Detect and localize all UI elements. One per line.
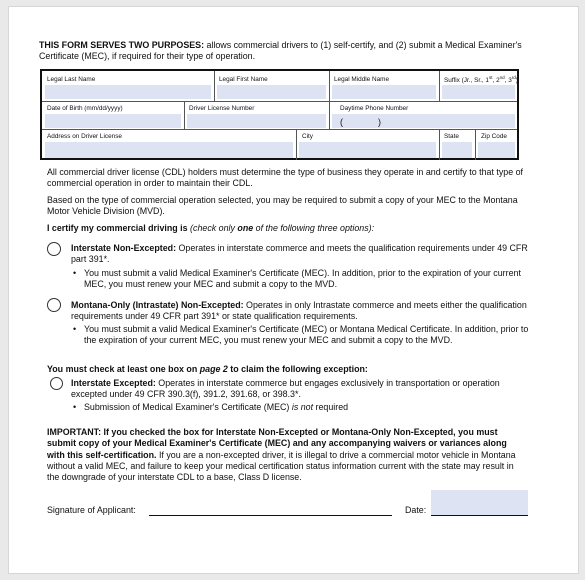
last-name-field[interactable] — [45, 85, 211, 99]
state-field[interactable] — [442, 142, 472, 158]
grid-col-divider — [329, 101, 330, 129]
option1-text: Interstate Non-Excepted: Operates in interstate commerce and meets the qualification requirements under 49 CFR part 391*. — [71, 243, 528, 265]
first-name-field[interactable] — [217, 85, 326, 99]
phone-label: Daytime Phone Number — [340, 105, 409, 112]
zip-label: Zip Code — [481, 133, 507, 140]
suffix-label: Suffix (Jr., Sr., 1st, 2nd, 3rd) — [444, 75, 518, 85]
mec-paragraph: Based on the type of commercial operation selected, you may be required to submit a copy of your MEC to the Montana Motor Vehicle Division (MVD). — [47, 195, 518, 217]
dob-label: Date of Birth (mm/dd/yyyy) — [47, 105, 123, 112]
grid-col-divider — [184, 101, 185, 129]
montana-only-checkbox[interactable] — [47, 298, 61, 312]
option2-text: Montana-Only (Intrastate) Non-Excepted: Operates in only Intrastate commerce and meets either the qualification requirements under 49 CFR part 391* or state qualification requirements. — [71, 300, 527, 322]
option3-bullet: Submission of Medical Examiner's Certificate (MEC) is not required — [84, 402, 349, 412]
license-number-field[interactable] — [187, 114, 326, 128]
bullet: • — [73, 402, 77, 412]
date-field[interactable] — [431, 490, 528, 515]
phone-field[interactable] — [332, 114, 515, 128]
grid-col-divider — [296, 129, 297, 160]
grid-col-divider — [439, 129, 440, 160]
certify-heading: I certify my commercial driving is (check only one of the following three options): — [47, 223, 375, 233]
option3-text: Interstate Excepted: Operates in interstate commerce but engages exclusively in transportation or operation excepted under 49 CFR 390.3(f), 391.2, 391.68, or 398.3*. — [71, 378, 500, 400]
date-line — [431, 515, 528, 516]
suffix-field[interactable] — [442, 85, 515, 99]
date-label: Date: — [405, 505, 427, 515]
grid-col-divider — [329, 71, 330, 101]
option1-bullet: You must submit a valid Medical Examiner's Certificate (MEC). In addition, prior to the expiration of your current MEC, you must renew your MEC and submit a copy to the MVD. — [84, 268, 521, 290]
grid-col-divider — [214, 71, 215, 101]
option2-bullet: You must submit a valid Medical Examiner's Certificate (MEC) or Montana Medical Certificate. In addition, prior to the expiration of your current MEC, you must renew your MEC and submit a copy to the MVD. — [84, 324, 529, 346]
intro-heading: THIS FORM SERVES TWO PURPOSES: — [39, 40, 205, 50]
interstate-non-excepted-checkbox[interactable] — [47, 242, 61, 256]
city-field[interactable] — [299, 142, 436, 158]
zip-field[interactable] — [478, 142, 515, 158]
last-name-label: Legal Last Name — [47, 76, 96, 83]
address-label: Address on Driver License — [47, 133, 122, 140]
bullet: • — [73, 324, 77, 334]
intro-text: allows commercial drivers to (1) self-certify, and (2) submit a Medical Examiner's Certificate (MEC), if required for their type of operation. — [39, 40, 522, 62]
city-label: City — [302, 133, 314, 140]
address-field[interactable] — [45, 142, 293, 158]
dob-field[interactable] — [45, 114, 181, 128]
signature-line — [149, 515, 392, 516]
important-paragraph: IMPORTANT: If you checked the box for Interstate Non-Excepted or Montana-Only Non-Excepted, you must submit copy of your Medical Examiner's Certificate (MEC) and any accompanying waivers or variances along with this self-certification. If you are a non-excepted driver, it is illegal to drive a commercial motor vehicle in Montana without a valid MEC, and failure to keep your medical certification status information current with the state may result in the downgrade of your interstate CDL to a base, Class D license. — [47, 427, 516, 483]
grid-row-divider — [42, 101, 517, 102]
first-name-label: Legal First Name — [219, 76, 268, 83]
middle-name-field[interactable] — [332, 85, 436, 99]
signature-label: Signature of Applicant: — [47, 505, 136, 515]
license-number-label: Driver License Number — [189, 105, 255, 112]
middle-name-label: Legal Middle Name — [334, 76, 390, 83]
state-label: State — [444, 133, 459, 140]
cdl-paragraph: All commercial driver license (CDL) holders must determine the type of business they operate in and certify to that type of commercial operation in order to maintain their CDL. — [47, 167, 524, 189]
page2-note: You must check at least one box on page 2 to claim the following exception: — [47, 364, 368, 374]
grid-col-divider — [439, 71, 440, 101]
applicant-info-grid — [40, 69, 519, 160]
phone-close-paren: ) — [378, 117, 381, 127]
grid-row-divider — [42, 129, 517, 130]
bullet: • — [73, 268, 77, 278]
intro-paragraph — [39, 40, 529, 63]
phone-open-paren: ( — [340, 117, 343, 127]
grid-col-divider — [475, 129, 476, 160]
interstate-excepted-checkbox[interactable] — [50, 377, 63, 390]
